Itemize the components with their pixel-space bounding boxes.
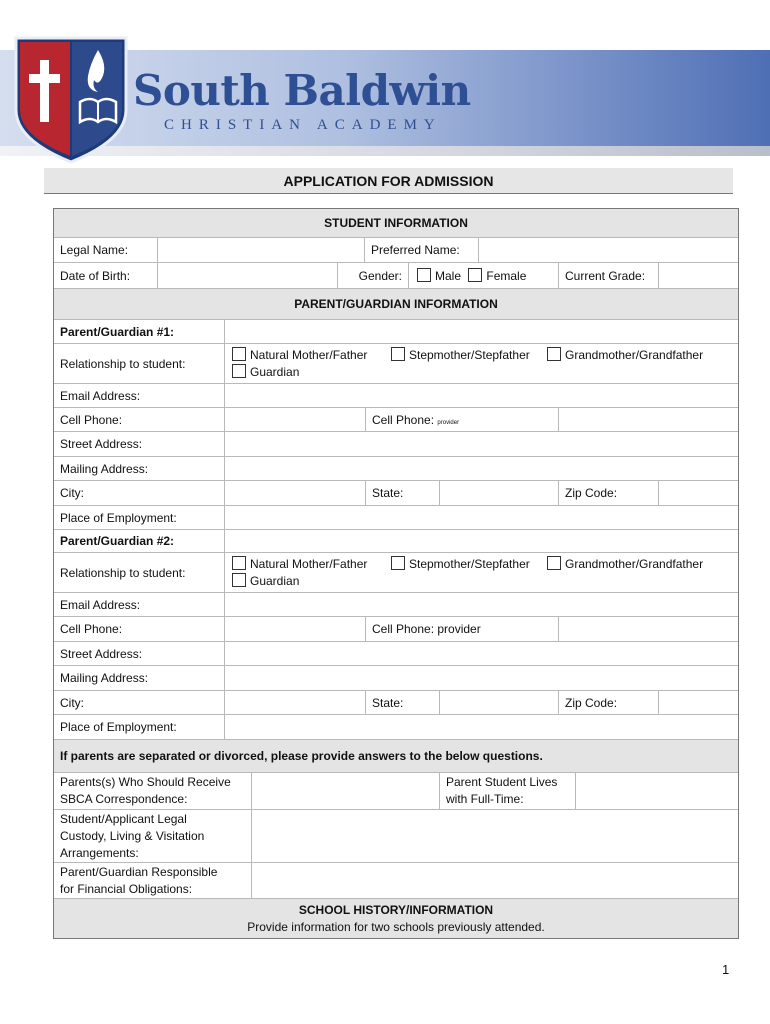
student-info-heading-text: STUDENT INFORMATION	[324, 216, 468, 230]
parent1-relationship-label: Relationship to student:	[60, 357, 186, 371]
p2-street-label: Street Address:	[60, 647, 143, 661]
financial-label-line1: Parent/Guardian Responsible	[60, 865, 218, 879]
p2-grand-checkbox[interactable]	[547, 556, 561, 570]
p1-state-label: State:	[365, 481, 439, 505]
p2-city-label: City:	[60, 696, 84, 710]
p1-employment-label: Place of Employment:	[60, 511, 177, 525]
parent-info-heading-text: PARENT/GUARDIAN INFORMATION	[294, 297, 498, 311]
p1-step-checkbox[interactable]	[391, 347, 405, 361]
financial-field[interactable]	[251, 863, 738, 898]
p2-mailing-label: Mailing Address:	[60, 671, 149, 685]
p1-cell-provider	[365, 408, 558, 431]
p1-natural-label: Natural Mother/Father	[250, 348, 368, 362]
parent1-mailing-row	[54, 457, 738, 481]
parent1-relationship-row	[54, 344, 738, 384]
gender-female-label: Female	[486, 269, 527, 283]
preferred-name-label: Preferred Name:	[364, 238, 478, 262]
p2-state-label: State:	[365, 691, 439, 714]
p1-grand-checkbox[interactable]	[547, 347, 561, 361]
parent1-label: Parent/Guardian #1:	[60, 325, 175, 339]
gender-male-checkbox[interactable]	[417, 268, 431, 282]
correspondence-label-line1: Parents(s) Who Should Receive	[60, 775, 231, 789]
school-history-subtitle: Provide information for two schools previously attended.	[247, 920, 545, 934]
p2-employment-label: Place of Employment:	[60, 720, 177, 734]
p1-guardian-checkbox[interactable]	[232, 364, 246, 378]
parent1-name-field[interactable]	[224, 320, 738, 343]
parent2-employment-row	[54, 715, 738, 740]
p1-email-label: Email Address:	[60, 389, 141, 403]
p2-email-label: Email Address:	[60, 598, 141, 612]
p2-state-field[interactable]	[439, 691, 558, 714]
dob-row	[54, 263, 738, 289]
custody-label	[54, 810, 251, 862]
parent2-email-row	[54, 593, 738, 617]
gender-options	[408, 263, 558, 288]
lives-with-label	[439, 773, 575, 809]
p2-natural-checkbox[interactable]	[232, 556, 246, 570]
p2-guardian-label: Guardian	[250, 574, 300, 588]
p2-mailing-field[interactable]	[224, 666, 738, 690]
correspondence-field[interactable]	[251, 773, 439, 809]
p2-guardian-checkbox[interactable]	[232, 573, 246, 587]
p1-cell-label: Cell Phone:	[60, 413, 123, 427]
p2-email-field[interactable]	[224, 593, 738, 616]
parent2-street-row	[54, 642, 738, 666]
parent1-relationship-options	[224, 344, 738, 383]
parent2-heading-row	[54, 530, 738, 553]
preferred-name-field[interactable]	[478, 238, 738, 262]
p1-mailing-field[interactable]	[224, 457, 738, 480]
header	[0, 0, 770, 165]
correspondence-label-line2: SBCA Correspondence:	[60, 792, 188, 806]
p1-zip-field[interactable]	[658, 481, 738, 505]
school-shield-logo	[12, 36, 130, 164]
gender-female-checkbox[interactable]	[468, 268, 482, 282]
p2-street-field[interactable]	[224, 642, 738, 665]
p1-grand-label: Grandmother/Grandfather	[565, 348, 704, 362]
financial-label-line2: for Financial Obligations:	[60, 882, 193, 896]
p2-cell-field[interactable]	[224, 617, 365, 641]
p1-state-field[interactable]	[439, 481, 558, 505]
p2-cell-label: Cell Phone:	[60, 622, 123, 636]
form-title: APPLICATION FOR ADMISSION	[44, 168, 733, 194]
page-number: 1	[722, 962, 730, 977]
parent1-cell-row	[54, 408, 738, 432]
student-info-heading	[54, 209, 738, 238]
current-grade-field[interactable]	[658, 263, 738, 288]
p1-natural-checkbox[interactable]	[232, 347, 246, 361]
financial-label	[54, 863, 251, 898]
school-name: South Baldwin	[133, 66, 471, 115]
parent1-street-row	[54, 432, 738, 457]
legal-name-label: Legal Name:	[60, 243, 129, 257]
gender-male-label: Male	[435, 269, 462, 283]
school-history-heading	[54, 899, 738, 938]
p2-step-label: Stepmother/Stepfather	[409, 557, 530, 571]
p1-employment-field[interactable]	[224, 506, 738, 529]
p1-provider-hint: provider	[437, 420, 460, 426]
separated-heading-text: If parents are separated or divorced, please provide answers to the below questions.	[60, 749, 543, 763]
custody-field[interactable]	[251, 810, 738, 862]
p2-employment-field[interactable]	[224, 715, 738, 739]
p2-natural-label: Natural Mother/Father	[250, 557, 368, 571]
custody-label-line2: Custody, Living & Visitation	[60, 829, 205, 843]
parent2-cell-row	[54, 617, 738, 642]
parent-info-heading	[54, 289, 738, 320]
dob-label: Date of Birth:	[60, 269, 131, 283]
parent2-mailing-row	[54, 666, 738, 691]
p1-cell-provider-field[interactable]	[558, 408, 738, 431]
p1-guardian-label: Guardian	[250, 365, 300, 379]
p1-step-label: Stepmother/Stepfather	[409, 348, 530, 362]
parent2-relationship-row	[54, 553, 738, 593]
p2-cell-provider-field[interactable]	[558, 617, 738, 641]
parent2-label: Parent/Guardian #2:	[60, 534, 175, 548]
custody-label-line3: Arrangements:	[60, 846, 139, 860]
dob-field[interactable]	[157, 263, 337, 288]
parent2-relationship-label: Relationship to student:	[60, 566, 186, 580]
lives-with-label-line1: Parent Student Lives	[446, 775, 558, 789]
lives-with-field[interactable]	[575, 773, 738, 809]
p1-street-field[interactable]	[224, 432, 738, 456]
p2-zip-field[interactable]	[658, 691, 738, 714]
current-grade-label: Current Grade:	[558, 263, 658, 288]
p2-city-field[interactable]	[224, 691, 365, 714]
p2-zip-label: Zip Code:	[558, 691, 658, 714]
parent1-email-row	[54, 384, 738, 408]
p1-city-label: City:	[60, 486, 84, 500]
parent1-heading-row	[54, 320, 738, 344]
correspondence-row	[54, 773, 738, 810]
school-subtitle: CHRISTIAN ACADEMY	[164, 117, 442, 133]
p1-mailing-label: Mailing Address:	[60, 462, 149, 476]
custody-row	[54, 810, 738, 863]
parent1-city-row	[54, 481, 738, 506]
p2-step-checkbox[interactable]	[391, 556, 405, 570]
admission-form	[53, 208, 739, 939]
lives-with-label-line2: with Full-Time:	[446, 792, 524, 806]
parent1-employment-row	[54, 506, 738, 530]
parent2-city-row	[54, 691, 738, 715]
p1-cell-provider-label: Cell Phone:	[372, 413, 435, 427]
p1-city-field[interactable]	[224, 481, 365, 505]
gender-label: Gender:	[337, 263, 408, 288]
p1-cell-field[interactable]	[224, 408, 365, 431]
separated-heading	[54, 740, 738, 773]
p2-cell-provider-label: Cell Phone: provider	[365, 617, 558, 641]
parent2-name-field[interactable]	[224, 530, 738, 552]
p1-email-field[interactable]	[224, 384, 738, 407]
legal-name-field[interactable]	[157, 238, 364, 262]
p1-street-label: Street Address:	[60, 437, 143, 451]
parent2-relationship-options	[224, 553, 738, 592]
custody-label-line1: Student/Applicant Legal	[60, 812, 187, 826]
p1-zip-label: Zip Code:	[558, 481, 658, 505]
financial-row	[54, 863, 738, 899]
p2-grand-label: Grandmother/Grandfather	[565, 557, 704, 571]
school-history-title: SCHOOL HISTORY/INFORMATION	[298, 903, 494, 917]
correspondence-label	[54, 773, 251, 809]
legal-name-row	[54, 238, 738, 263]
